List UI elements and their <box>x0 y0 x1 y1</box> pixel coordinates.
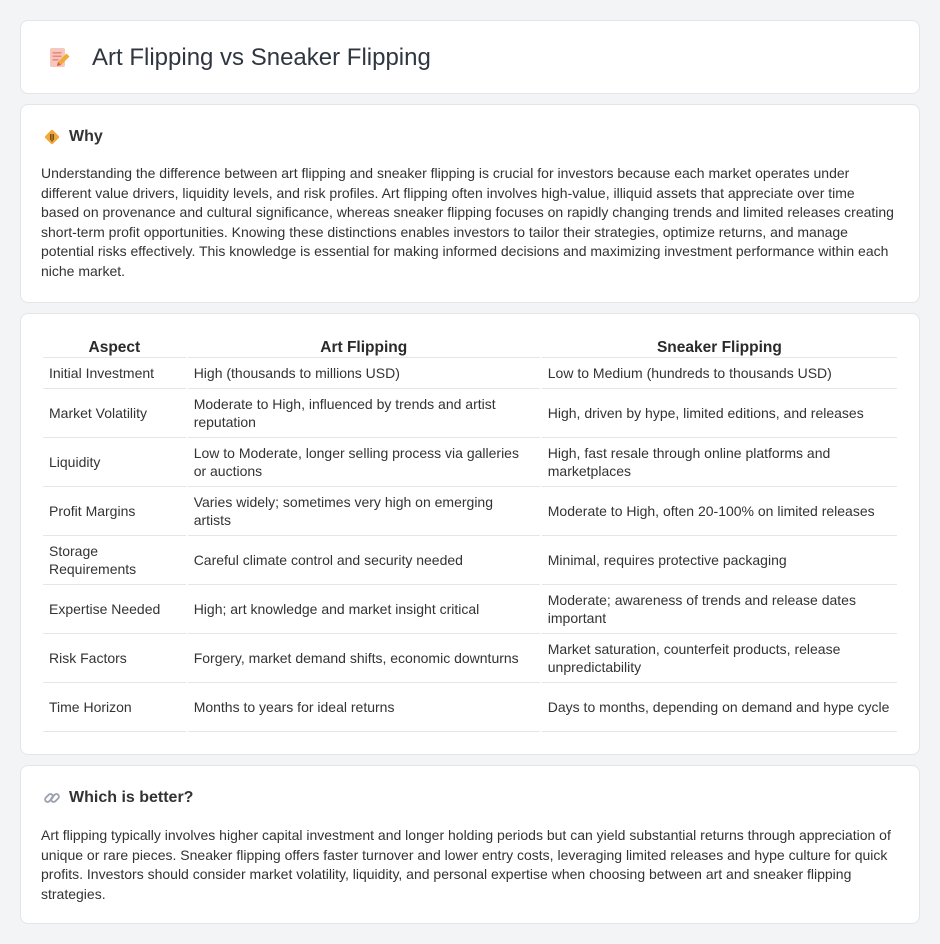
table-header-row <box>43 334 897 358</box>
aspect-cell: Expertise Needed <box>43 585 186 634</box>
sneaker-cell: Minimal, requires protective packaging <box>542 536 897 585</box>
sneaker-cell: Moderate to High, often 20-100% on limited releases <box>542 487 897 536</box>
aspect-cell: Market Volatility <box>43 389 186 438</box>
table-row <box>43 487 897 536</box>
why-heading <box>43 126 103 148</box>
document-pencil-icon <box>47 46 71 70</box>
sneaker-cell: High, fast resale through online platforms and marketplaces <box>542 438 897 487</box>
comparison-section <box>20 313 920 755</box>
sneaker-cell: Days to months, depending on demand and hype cycle <box>542 683 897 732</box>
header-card <box>20 20 920 94</box>
art-cell: Low to Moderate, longer selling process via galleries or auctions <box>188 438 540 487</box>
better-text: Art flipping typically involves higher capital investment and longer holding periods but can yield substantial returns through appreciation of unique or rare pieces. Sneaker flipping offers faster turnover and lower entry costs, leveraging limited releases and hype culture for quick profits. Investors should consider market volatility, liquidity, and personal expertise when choosing between art and sneaker flipping strategies. <box>41 827 891 902</box>
why-title: Why <box>69 128 103 145</box>
art-cell: Months to years for ideal returns <box>188 683 540 732</box>
sneaker-cell: Low to Medium (hundreds to thousands USD) <box>542 358 897 389</box>
which-is-better-section <box>20 765 920 924</box>
table-row <box>43 683 897 732</box>
aspect-cell: Risk Factors <box>43 634 186 683</box>
table-row <box>43 536 897 585</box>
table-row <box>43 585 897 634</box>
aspect-cell: Storage Requirements <box>43 536 186 585</box>
link-icon <box>43 789 61 807</box>
aspect-cell: Initial Investment <box>43 358 186 389</box>
sneaker-cell: High, driven by hype, limited editions, and releases <box>542 389 897 438</box>
art-cell: High (thousands to millions USD) <box>188 358 540 389</box>
why-section <box>20 104 920 303</box>
warning-sign-icon <box>43 128 61 146</box>
table-row <box>43 389 897 438</box>
aspect-cell: Time Horizon <box>43 683 186 732</box>
better-title: Which is better? <box>69 789 194 806</box>
better-heading <box>43 787 193 809</box>
sneaker-cell: Moderate; awareness of trends and release dates important <box>542 585 897 634</box>
column-header-aspect: Aspect <box>43 334 186 358</box>
aspect-cell: Profit Margins <box>43 487 186 536</box>
table-row <box>43 634 897 683</box>
comparison-table <box>41 334 899 732</box>
art-cell: Moderate to High, influenced by trends and artist reputation <box>188 389 540 438</box>
table-row <box>43 358 897 389</box>
table-row <box>43 438 897 487</box>
sneaker-cell: Market saturation, counterfeit products, release unpredictability <box>542 634 897 683</box>
art-cell: Forgery, market demand shifts, economic downturns <box>188 634 540 683</box>
column-header-art: Art Flipping <box>188 334 540 358</box>
why-text: Understanding the difference between art flipping and sneaker flipping is crucial for investors because each market operates under different value drivers, liquidity levels, and risk profiles. Art flipping often involves high-value, illiquid assets that appreciate over time based on provenance and cultural significance, whereas sneaker flipping focuses on rapidly changing trends and limited releases creating short-term profit opportunities. Knowing these distinctions enables investors to tailor their strategies, optimize returns, and manage potential risks effectively. This knowledge is essential for making informed decisions and maximizing investment performance within each niche market. <box>41 165 894 279</box>
aspect-cell: Liquidity <box>43 438 186 487</box>
art-cell: Varies widely; sometimes very high on emerging artists <box>188 487 540 536</box>
art-cell: Careful climate control and security needed <box>188 536 540 585</box>
column-header-sneaker: Sneaker Flipping <box>542 334 897 358</box>
page-title: Art Flipping vs Sneaker Flipping <box>92 44 431 71</box>
art-cell: High; art knowledge and market insight critical <box>188 585 540 634</box>
